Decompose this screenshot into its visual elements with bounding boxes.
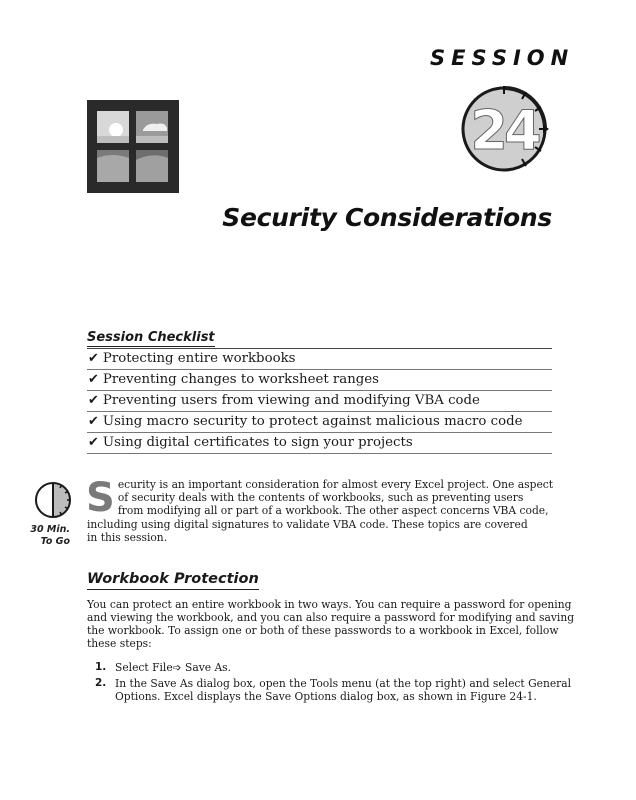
section-heading: Workbook Protection [87,571,259,590]
step-number: 1. [95,661,107,673]
checklist-item: ✔ Using digital certificates to sign your projects [87,433,552,454]
checklist-item: ✔ Protecting entire workbooks [87,349,552,370]
time-remaining-label: 30 Min. To Go [30,524,70,547]
checklist-item: ✔ Using macro security to protect against malicious macro code [87,412,552,433]
check-icon: ✔ [88,393,99,408]
session-checklist [87,348,552,454]
check-icon: ✔ [88,435,99,450]
step-item: 1. Select File➩ Save As. [95,661,232,674]
check-icon: ✔ [88,372,99,387]
session-label: SESSION [430,46,575,70]
body-paragraph: You can protect an entire workbook in two ways. You can require a password for opening and viewing the workbook, and you can also require a password for modifying and saving the workbook. To assign one or both of these passwords to a workbook in Excel, follow these steps: [87,598,575,651]
steps-list [87,661,572,706]
checklist-title: Session Checklist [87,330,215,345]
checklist-item: ✔ Preventing users from viewing and modifying VBA code [87,391,552,412]
check-icon: ✔ [88,351,99,366]
check-icon: ✔ [88,414,99,429]
chapter-title: Security Considerations [222,203,552,232]
timer-icon [34,481,72,519]
window-logo-icon [87,100,179,193]
session-clock-icon [456,82,556,176]
intro-paragraph: S ecurity is an important consideration for almost every Excel project. One aspect of security deals with the contents of workbooks, such as preventing users from modifying all or part of a workbook. The other aspect concerns VBA code, including using digital signatures to validate VBA code. These topics are covered in this session. [86,475,554,544]
session-number: 24 [470,99,538,162]
checklist-item: ✔ Preventing changes to worksheet ranges [87,370,552,391]
step-item: 2. In the Save As dialog box, open the Tools menu (at the top right) and select General Options. Excel displays the Save Options dialog box, as shown in Figure 24-1. [95,677,572,704]
step-number: 2. [95,677,107,690]
drop-cap: S [86,475,115,521]
